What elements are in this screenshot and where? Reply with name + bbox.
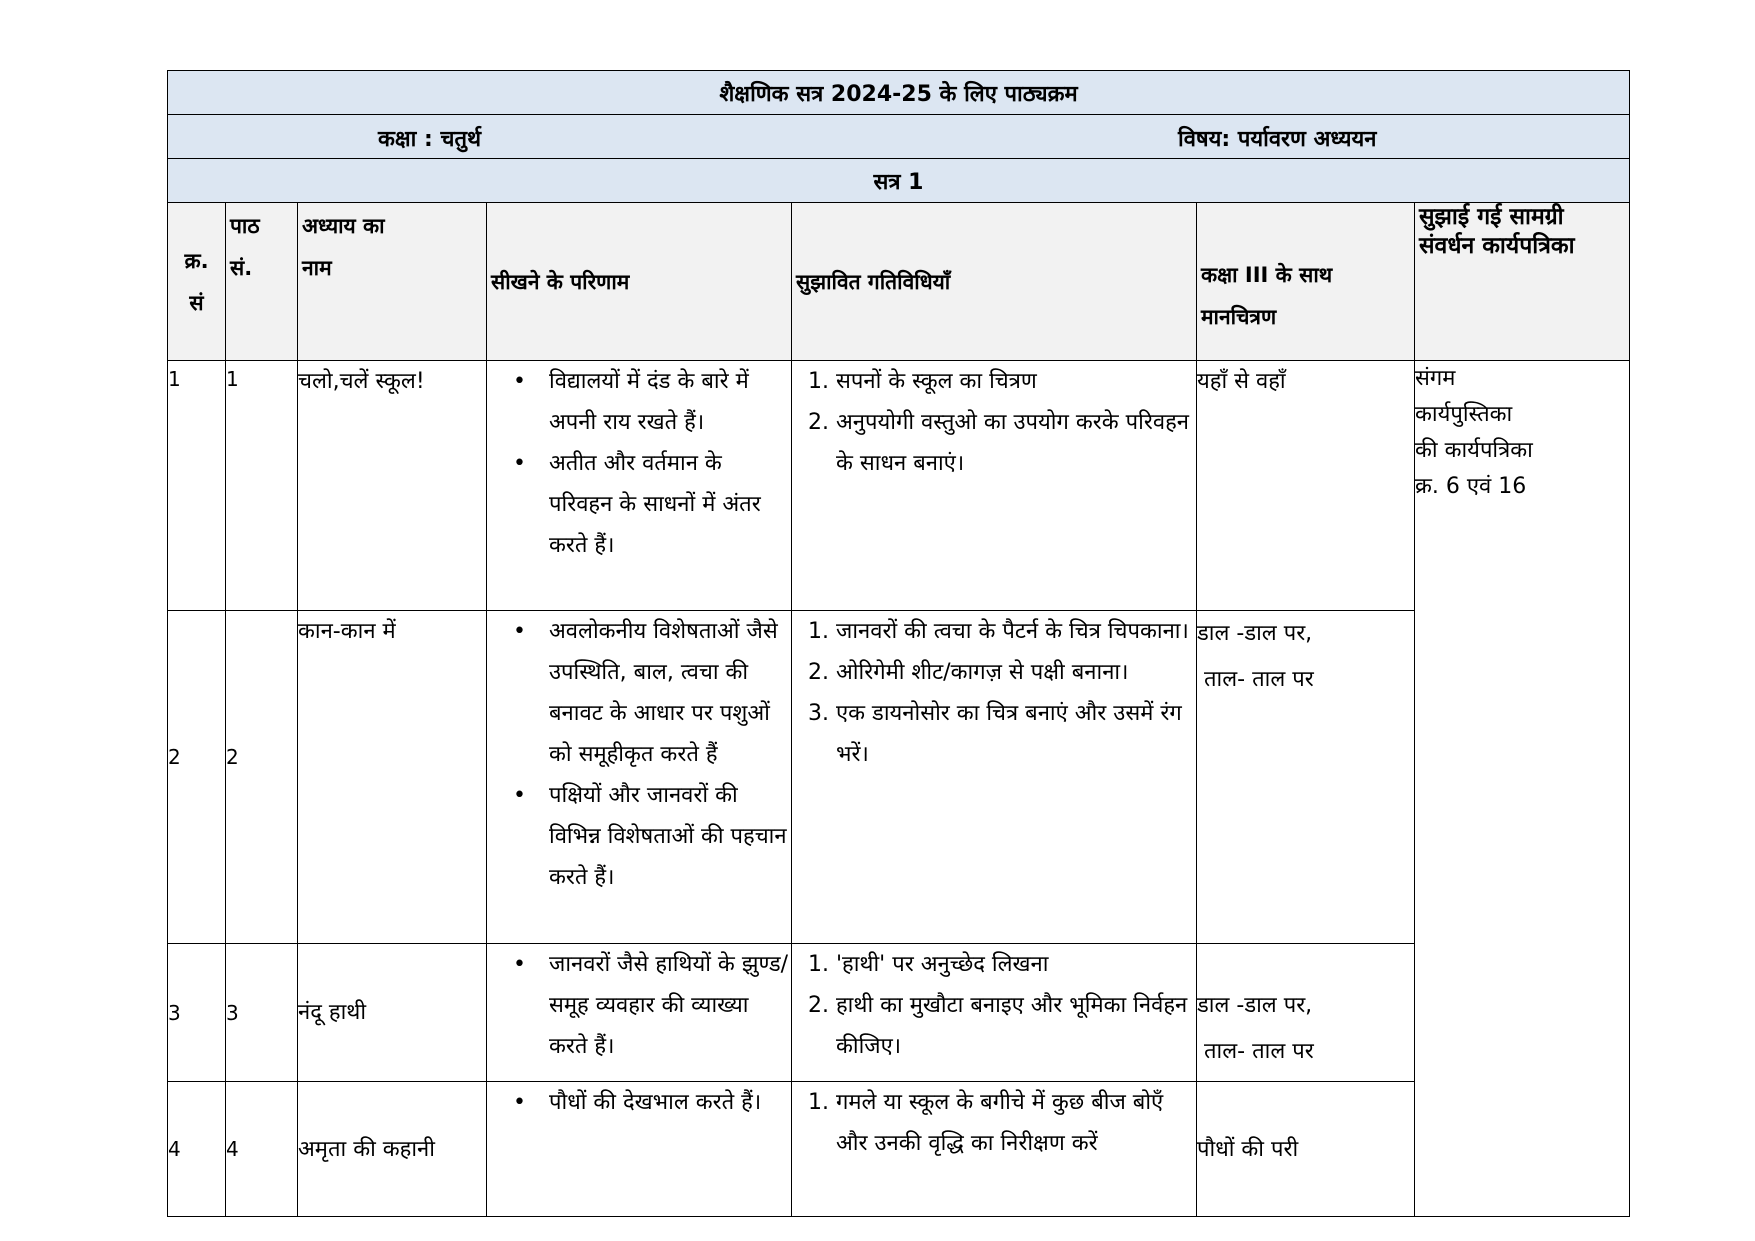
outcome-item: • विद्यालयों में दंड के बारे में अपनी राय रखते हैं। (549, 361, 791, 443)
outcome-item: • अतीत और वर्तमान के परिवहन के साधनों में अंतर करते हैं। (549, 443, 791, 566)
row-mapping: डाल -डाल पर, ताल- ताल पर (1197, 944, 1415, 1082)
activity-item: 1. जानवरों की त्वचा के पैटर्न के चित्र चिपकाना। (836, 611, 1196, 652)
class-label: कक्षा : चतुर्थ (378, 127, 482, 152)
row-activities (792, 1082, 1197, 1217)
header-chapter: अध्याय का नाम (298, 203, 487, 361)
row-outcomes (487, 611, 792, 944)
row-lesson-no: 1 (226, 361, 298, 611)
row-mapping: डाल -डाल पर, ताल- ताल पर (1197, 611, 1415, 944)
header-sno: क्र. सं (168, 203, 226, 361)
row-sno: 3 (168, 944, 226, 1082)
row-activities (792, 361, 1197, 611)
suggested-material: संगम कार्यपुस्तिका की कार्यपत्रिका क्र. 6 एवं 16 (1415, 361, 1630, 1217)
term-label: सत्र 1 (168, 159, 1630, 203)
table-row (168, 1082, 1630, 1217)
activity-item: 1. सपनों के स्कूल का चित्रण (836, 361, 1196, 402)
table-row (168, 361, 1630, 611)
row-outcomes (487, 944, 792, 1082)
document-title: शैक्षणिक सत्र 2024-25 के लिए पाठ्यक्रम (168, 71, 1630, 115)
syllabus-page (167, 70, 1629, 1217)
activity-item: 2. ओरिगेमी शीट/कागज़ से पक्षी बनाना। (836, 652, 1196, 693)
syllabus-table (167, 70, 1630, 1217)
activity-item: 3. एक डायनोसोर का चित्र बनाएं और उसमें रंग भरें। (836, 693, 1196, 775)
row-sno: 2 (168, 611, 226, 944)
header-material: सुझाई गई सामग्री संवर्धन कार्यपत्रिका (1415, 203, 1630, 361)
row-sno: 1 (168, 361, 226, 611)
row-outcomes (487, 1082, 792, 1217)
table-row (168, 944, 1630, 1082)
row-chapter: अमृता की कहानी (298, 1082, 487, 1217)
row-chapter: चलो,चलें स्कूल! (298, 361, 487, 611)
row-mapping: पौधों की परी (1197, 1082, 1415, 1217)
activity-item: 1. 'हाथी' पर अनुच्छेद लिखना (836, 944, 1196, 985)
header-mapping: कक्षा III के साथ मानचित्रण (1197, 203, 1415, 361)
row-lesson-no: 4 (226, 1082, 298, 1217)
row-lesson-no: 3 (226, 944, 298, 1082)
header-lesson-no: पाठ सं. (226, 203, 298, 361)
row-mapping: यहाँ से वहाँ (1197, 361, 1415, 611)
row-lesson-no: 2 (226, 611, 298, 944)
outcome-item: • जानवरों जैसे हाथियों के झुण्ड/समूह व्यवहार की व्याख्या करते हैं। (549, 944, 791, 1067)
row-chapter: कान-कान में (298, 611, 487, 944)
outcome-item: • पौधों की देखभाल करते हैं। (549, 1082, 791, 1123)
outcome-item: • अवलोकनीय विशेषताओं जैसे उपस्थिति, बाल, त्वचा की बनावट के आधार पर पशुओं को समूहीकृत करते हैं (549, 611, 791, 775)
activity-item: 2. अनुपयोगी वस्तुओ का उपयोग करके परिवहन के साधन बनाएं। (836, 402, 1196, 484)
activity-item: 2. हाथी का मुखौटा बनाइए और भूमिका निर्वहन कीजिए। (836, 985, 1196, 1067)
row-chapter: नंदू हाथी (298, 944, 487, 1082)
header-outcomes: सीखने के परिणाम (487, 203, 792, 361)
table-row (168, 611, 1630, 944)
row-activities (792, 944, 1197, 1082)
outcome-item: • पक्षियों और जानवरों की विभिन्न विशेषताओं की पहचान करते हैं। (549, 775, 791, 898)
header-activities: सुझावित गतिविधियाँ (792, 203, 1197, 361)
row-sno: 4 (168, 1082, 226, 1217)
activity-item: 1. गमले या स्कूल के बगीचे में कुछ बीज बोएँ और उनकी वृद्धि का निरीक्षण करें (836, 1082, 1196, 1164)
row-activities (792, 611, 1197, 944)
subject-label: विषय: पर्यावरण अध्ययन (1178, 127, 1377, 152)
row-outcomes (487, 361, 792, 611)
class-subject-row (168, 115, 1630, 159)
table-header-row (168, 203, 1630, 361)
